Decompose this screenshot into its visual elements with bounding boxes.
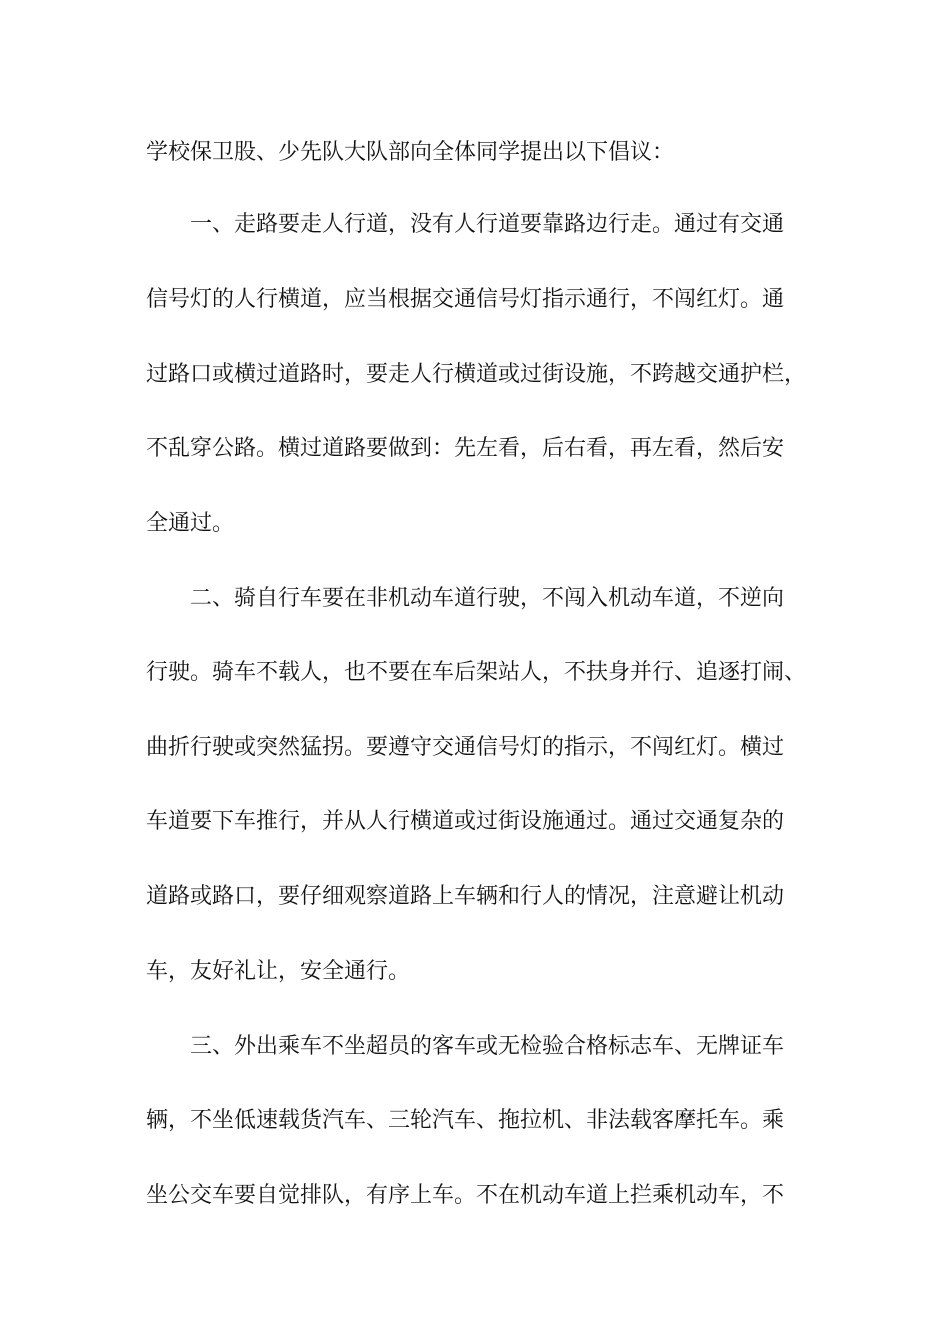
paragraph-2-line-5: 道路或路口，要仔细观察道路上车辆和行人的情况，注意避让机动 — [146, 884, 785, 909]
paragraph-1-line-2: 信号灯的人行横道，应当根据交通信号灯指示通行，不闯红灯。通 — [146, 287, 785, 312]
paragraph-1-line-1: 一、走路要走人行道，没有人行道要靠路边行走。通过有交通 — [190, 212, 785, 237]
paragraph-1-line-5: 全通过。 — [146, 511, 235, 536]
paragraph-3-line-1: 三、外出乘车不坐超员的客车或无检验合格标志车、无牌证车 — [190, 1034, 785, 1059]
intro-line: 学校保卫股、少先队大队部向全体同学提出以下倡议： — [146, 140, 675, 165]
paragraph-2-line-3: 曲折行驶或突然猛拐。要遵守交通信号灯的指示，不闯红灯。横过 — [146, 735, 785, 760]
paragraph-1-line-3: 过路口或横过道路时，要走人行横道或过街设施，不跨越交通护栏， — [146, 362, 807, 387]
paragraph-2-line-2: 行驶。骑车不载人，也不要在车后架站人，不扶身并行、追逐打闹、 — [146, 660, 807, 685]
paragraph-2-line-1: 二、骑自行车要在非机动车道行驶，不闯入机动车道，不逆向 — [190, 586, 785, 611]
paragraph-3-line-2: 辆，不坐低速载货汽车、三轮汽车、拖拉机、非法载客摩托车。乘 — [146, 1108, 785, 1133]
paragraph-3-line-3: 坐公交车要自觉排队，有序上车。不在机动车道上拦乘机动车，不 — [146, 1183, 785, 1208]
paragraph-2-line-4: 车道要下车推行，并从人行横道或过街设施通过。通过交通复杂的 — [146, 809, 785, 834]
paragraph-1-line-4: 不乱穿公路。横过道路要做到：先左看，后右看，再左看，然后安 — [146, 436, 785, 461]
paragraph-2-line-6: 车，友好礼让，安全通行。 — [146, 959, 411, 984]
